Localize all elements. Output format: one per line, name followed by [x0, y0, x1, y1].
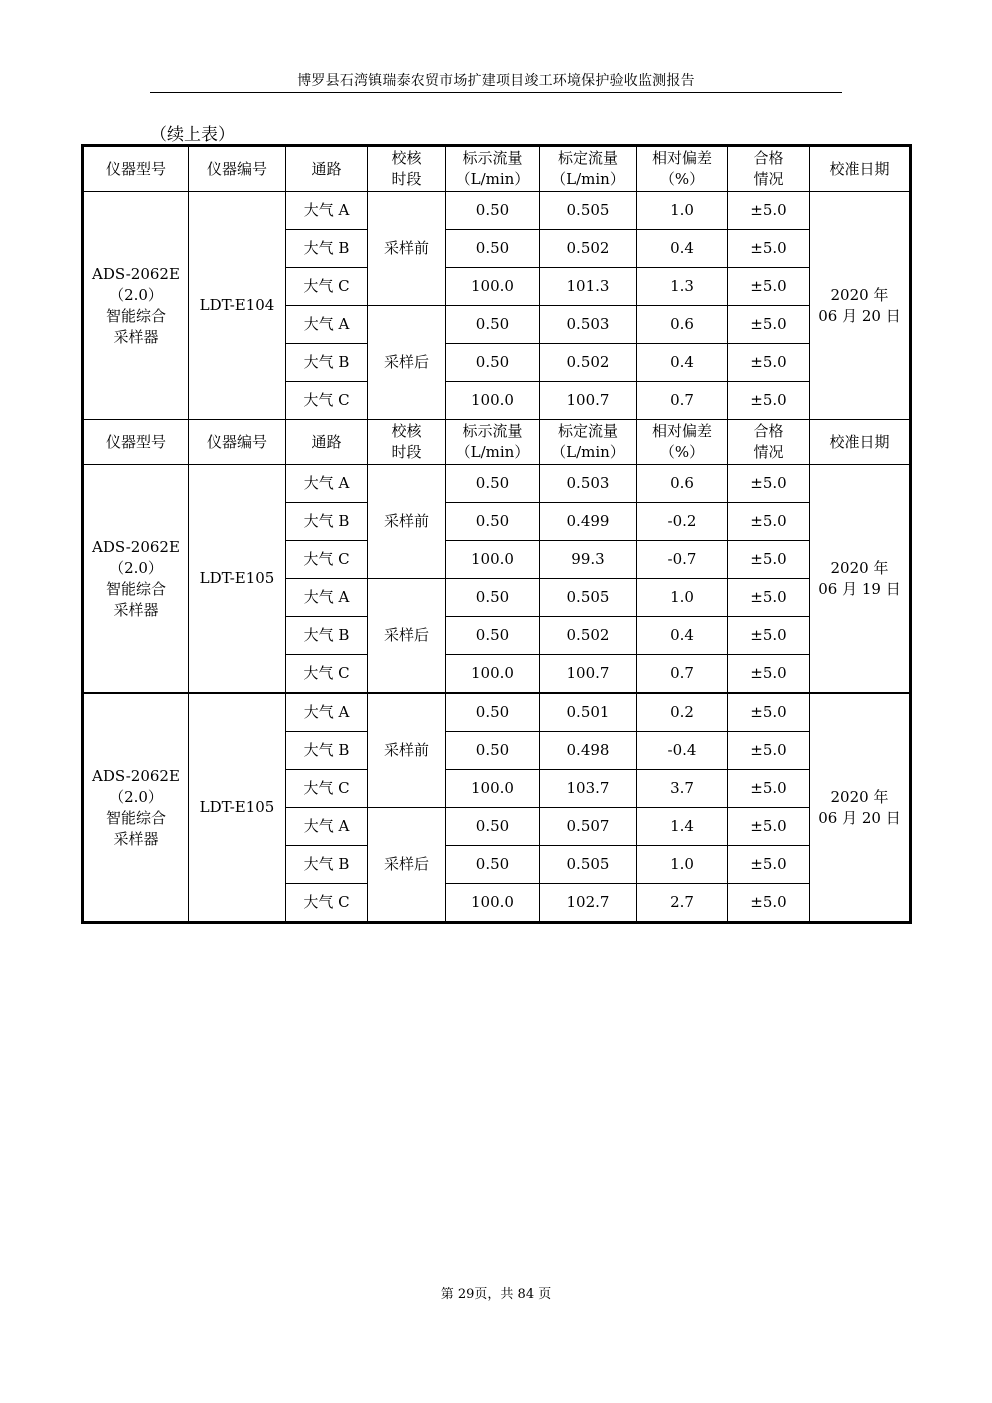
indicated-flow-cell-text: 0.50 [475, 703, 510, 721]
channel-cell-text: 大气 B [303, 239, 350, 257]
qualified-cell [728, 655, 810, 694]
col-header-calibrated [540, 147, 637, 192]
indicated-flow-cell [446, 770, 540, 808]
indicated-flow-cell-text: 0.50 [475, 353, 510, 371]
header-divider [150, 92, 842, 93]
col-header-calibrated-text: 标定流量 [557, 422, 618, 440]
calibrated-flow-cell-text: 0.502 [566, 239, 610, 257]
indicated-flow-cell [446, 192, 540, 230]
qualified-cell-text: ±5.0 [750, 588, 787, 606]
col-header-serial [189, 420, 286, 465]
qualified-cell [728, 884, 810, 922]
channel-cell [286, 503, 368, 541]
calibration-date-text: 06 月 20 日 [818, 306, 901, 325]
instrument-model-text: （2.0） [109, 558, 163, 577]
calibrated-flow-cell [540, 884, 637, 922]
deviation-cell-text: 0.4 [670, 353, 694, 371]
col-header-qualified-text: 情况 [753, 443, 784, 461]
indicated-flow-cell [446, 465, 540, 503]
channel-cell [286, 465, 368, 503]
qualified-cell-text: ±5.0 [750, 664, 787, 682]
col-header-deviation-text: （%） [659, 170, 705, 188]
indicated-flow-cell-text: 0.50 [475, 855, 510, 873]
channel-cell [286, 192, 368, 230]
calibrated-flow-cell-text: 0.502 [566, 353, 610, 371]
col-header-serial [189, 147, 286, 192]
channel-cell [286, 846, 368, 884]
channel-cell [286, 268, 368, 306]
calibrated-flow-cell-text: 0.507 [566, 817, 610, 835]
deviation-cell-text: 0.6 [670, 474, 694, 492]
col-header-model [84, 147, 189, 192]
qualified-cell [728, 382, 810, 420]
deviation-cell [637, 382, 728, 420]
deviation-cell-text: 3.7 [670, 779, 694, 797]
channel-cell [286, 732, 368, 770]
deviation-cell [637, 541, 728, 579]
qualified-cell-text: ±5.0 [750, 239, 787, 257]
calibrated-flow-cell [540, 268, 637, 306]
instrument-model-text: ADS-2062E [92, 537, 180, 556]
calibration-date-text: 2020 年 [830, 787, 889, 806]
col-header-serial-text: 仪器编号 [206, 432, 267, 451]
calibration-date [810, 192, 910, 420]
col-header-channel [286, 420, 368, 465]
qualified-cell-text: ±5.0 [750, 779, 787, 797]
col-header-date-text: 校准日期 [829, 432, 890, 451]
channel-cell-text: 大气 C [303, 893, 350, 911]
calibrated-flow-cell [540, 541, 637, 579]
deviation-cell-text: 2.7 [670, 893, 694, 911]
col-header-date [810, 147, 910, 192]
calibrated-flow-cell [540, 192, 637, 230]
indicated-flow-cell [446, 846, 540, 884]
instrument-model-text: 采样器 [113, 600, 159, 619]
period-after-text: 采样后 [383, 855, 429, 873]
indicated-flow-cell-text: 0.50 [475, 201, 510, 219]
channel-cell-text: 大气 B [303, 626, 350, 644]
col-header-channel-text: 通路 [311, 159, 342, 178]
calibrated-flow-cell-text: 0.499 [566, 512, 610, 530]
col-header-model [84, 420, 189, 465]
deviation-cell-text: 1.4 [670, 817, 694, 835]
channel-cell [286, 808, 368, 846]
deviation-cell-text: 0.4 [670, 239, 694, 257]
col-header-deviation-text: 相对偏差 [651, 422, 712, 440]
qualified-cell-text: ±5.0 [750, 277, 787, 295]
calibration-table-body [84, 147, 910, 922]
calibration-table [83, 146, 910, 922]
period-after-text: 采样后 [383, 626, 429, 644]
deviation-cell-text: -0.7 [667, 550, 697, 568]
col-header-period [368, 420, 446, 465]
indicated-flow-cell [446, 306, 540, 344]
calibrated-flow-cell [540, 503, 637, 541]
col-header-model-text: 仪器型号 [105, 159, 166, 178]
calibration-date-text: 06 月 20 日 [818, 808, 901, 827]
indicated-flow-cell [446, 268, 540, 306]
indicated-flow-cell [446, 693, 540, 732]
calibrated-flow-cell-text: 100.7 [566, 664, 610, 682]
calibrated-flow-cell-text: 102.7 [566, 893, 610, 911]
indicated-flow-cell-text: 100.0 [471, 664, 514, 682]
col-header-qualified-text: 情况 [753, 170, 784, 188]
indicated-flow-cell [446, 344, 540, 382]
channel-cell-text: 大气 B [303, 353, 350, 371]
instrument-model-text: 智能综合 [105, 306, 166, 325]
deviation-cell [637, 655, 728, 694]
channel-cell-text: 大气 C [303, 550, 350, 568]
indicated-flow-cell [446, 503, 540, 541]
deviation-cell [637, 192, 728, 230]
col-header-indicated [446, 420, 540, 465]
deviation-cell-text: 0.4 [670, 626, 694, 644]
qualified-cell [728, 732, 810, 770]
col-header-deviation-text: （%） [659, 443, 705, 461]
calibrated-flow-cell-text: 0.498 [566, 741, 610, 759]
indicated-flow-cell-text: 100.0 [471, 277, 514, 295]
deviation-cell-text: 1.0 [670, 855, 694, 873]
col-header-calibrated-text: （L/min） [551, 170, 625, 188]
indicated-flow-cell [446, 655, 540, 694]
table-header-row [84, 147, 910, 192]
period-before [368, 192, 446, 306]
qualified-cell [728, 808, 810, 846]
instrument-model-text: ADS-2062E [92, 766, 180, 785]
period-before [368, 693, 446, 808]
col-header-indicated-text: （L/min） [455, 443, 530, 461]
calibrated-flow-cell [540, 344, 637, 382]
calibrated-flow-cell [540, 617, 637, 655]
deviation-cell [637, 268, 728, 306]
channel-cell-text: 大气 A [303, 201, 350, 219]
calibrated-flow-cell-text: 103.7 [566, 779, 610, 797]
calibrated-flow-cell-text: 0.503 [566, 474, 610, 492]
deviation-cell [637, 884, 728, 922]
calibration-date-text: 2020 年 [830, 285, 889, 304]
deviation-cell-text: 1.0 [670, 588, 694, 606]
col-header-qualified [728, 420, 810, 465]
col-header-calibrated-text: （L/min） [551, 443, 625, 461]
calibration-date-text: 2020 年 [830, 558, 889, 577]
col-header-indicated-text: 标示流量 [462, 422, 523, 440]
col-header-channel [286, 147, 368, 192]
col-header-period-text: 时段 [391, 170, 422, 188]
page-footer: 第 29页，共 84 页 [440, 1287, 552, 1302]
channel-cell-text: 大气 B [303, 855, 350, 873]
indicated-flow-cell-text: 0.50 [475, 741, 510, 759]
channel-cell-text: 大气 A [303, 817, 350, 835]
deviation-cell [637, 306, 728, 344]
indicated-flow-cell-text: 100.0 [471, 550, 514, 568]
channel-cell [286, 382, 368, 420]
qualified-cell-text: ±5.0 [750, 741, 787, 759]
col-header-period-text: 校核 [391, 422, 422, 440]
col-header-indicated-text: （L/min） [455, 170, 530, 188]
period-after [368, 579, 446, 694]
indicated-flow-cell-text: 0.50 [475, 474, 510, 492]
instrument-model-text: （2.0） [109, 285, 163, 304]
channel-cell [286, 617, 368, 655]
instrument-model-text: 智能综合 [105, 808, 166, 827]
col-header-deviation [637, 420, 728, 465]
indicated-flow-cell-text: 0.50 [475, 626, 510, 644]
col-header-period-text: 时段 [391, 443, 422, 461]
calibrated-flow-cell [540, 846, 637, 884]
qualified-cell [728, 503, 810, 541]
deviation-cell-text: 0.7 [670, 391, 694, 409]
qualified-cell-text: ±5.0 [750, 893, 787, 911]
channel-cell-text: 大气 A [303, 588, 350, 606]
channel-cell-text: 大气 A [303, 703, 350, 721]
calibrated-flow-cell [540, 693, 637, 732]
qualified-cell [728, 579, 810, 617]
indicated-flow-cell [446, 579, 540, 617]
channel-cell-text: 大气 C [303, 779, 350, 797]
calibration-date [810, 693, 910, 922]
period-before-text: 采样前 [383, 512, 429, 530]
indicated-flow-cell-text: 0.50 [475, 817, 510, 835]
calibrated-flow-cell-text: 0.505 [566, 855, 610, 873]
channel-cell-text: 大气 B [303, 741, 350, 759]
instrument-model-text: 采样器 [113, 829, 159, 848]
col-header-date-text: 校准日期 [829, 159, 890, 178]
indicated-flow-cell [446, 382, 540, 420]
deviation-cell [637, 465, 728, 503]
instrument-serial [189, 465, 286, 694]
qualified-cell-text: ±5.0 [750, 391, 787, 409]
period-before [368, 465, 446, 579]
qualified-cell-text: ±5.0 [750, 353, 787, 371]
instrument-serial-text: LDT-E105 [199, 798, 275, 816]
calibrated-flow-cell-text: 0.505 [566, 588, 610, 606]
table-row [84, 465, 910, 503]
calibrated-flow-cell-text: 0.501 [566, 703, 610, 721]
calibrated-flow-cell [540, 306, 637, 344]
calibration-date-text: 06 月 19 日 [818, 579, 901, 598]
deviation-cell [637, 579, 728, 617]
channel-cell-text: 大气 C [303, 391, 350, 409]
indicated-flow-cell [446, 541, 540, 579]
instrument-serial [189, 693, 286, 922]
col-header-qualified-text: 合格 [753, 149, 784, 167]
channel-cell [286, 579, 368, 617]
indicated-flow-cell-text: 100.0 [471, 391, 514, 409]
instrument-model-text: （2.0） [109, 787, 163, 806]
indicated-flow-cell-text: 0.50 [475, 588, 510, 606]
calibrated-flow-cell [540, 732, 637, 770]
channel-cell-text: 大气 C [303, 664, 350, 682]
deviation-cell [637, 693, 728, 732]
period-before-text: 采样前 [383, 239, 429, 257]
qualified-cell [728, 693, 810, 732]
qualified-cell [728, 344, 810, 382]
period-after-text: 采样后 [383, 353, 429, 371]
table-row [84, 693, 910, 732]
qualified-cell-text: ±5.0 [750, 315, 787, 333]
calibrated-flow-cell-text: 100.7 [566, 391, 610, 409]
channel-cell [286, 230, 368, 268]
channel-cell [286, 655, 368, 694]
indicated-flow-cell [446, 732, 540, 770]
channel-cell [286, 541, 368, 579]
calibrated-flow-cell-text: 0.503 [566, 315, 610, 333]
period-before-text: 采样前 [383, 741, 429, 759]
table-row [84, 192, 910, 230]
period-after [368, 306, 446, 420]
qualified-cell [728, 192, 810, 230]
qualified-cell-text: ±5.0 [750, 817, 787, 835]
indicated-flow-cell-text: 100.0 [471, 893, 514, 911]
calibration-date [810, 465, 910, 694]
deviation-cell-text: 1.0 [670, 201, 694, 219]
calibrated-flow-cell [540, 808, 637, 846]
channel-cell [286, 693, 368, 732]
deviation-cell [637, 846, 728, 884]
indicated-flow-cell [446, 230, 540, 268]
qualified-cell [728, 770, 810, 808]
deviation-cell [637, 770, 728, 808]
continuation-label: （续上表） [150, 125, 235, 145]
channel-cell-text: 大气 C [303, 277, 350, 295]
deviation-cell-text: 1.3 [670, 277, 694, 295]
indicated-flow-cell-text: 0.50 [475, 315, 510, 333]
indicated-flow-cell-text: 0.50 [475, 239, 510, 257]
calibrated-flow-cell-text: 101.3 [566, 277, 610, 295]
channel-cell-text: 大气 A [303, 315, 350, 333]
period-after [368, 808, 446, 922]
col-header-indicated [446, 147, 540, 192]
calibrated-flow-cell [540, 465, 637, 503]
col-header-period-text: 校核 [391, 149, 422, 167]
channel-cell-text: 大气 B [303, 512, 350, 530]
qualified-cell-text: ±5.0 [750, 201, 787, 219]
deviation-cell [637, 230, 728, 268]
deviation-cell [637, 344, 728, 382]
deviation-cell-text: 0.2 [670, 703, 694, 721]
calibrated-flow-cell-text: 0.505 [566, 201, 610, 219]
col-header-model-text: 仪器型号 [105, 432, 166, 451]
channel-cell-text: 大气 A [303, 474, 350, 492]
col-header-calibrated [540, 420, 637, 465]
qualified-cell [728, 268, 810, 306]
col-header-serial-text: 仪器编号 [206, 159, 267, 178]
report-header-title: 博罗县石湾镇瑞泰农贸市场扩建项目竣工环境保护验收监测报告 [297, 73, 695, 89]
qualified-cell-text: ±5.0 [750, 512, 787, 530]
col-header-date [810, 420, 910, 465]
indicated-flow-cell-text: 0.50 [475, 512, 510, 530]
calibrated-flow-cell [540, 579, 637, 617]
instrument-model-text: ADS-2062E [92, 264, 180, 283]
deviation-cell [637, 732, 728, 770]
instrument-model [84, 693, 189, 922]
qualified-cell-text: ±5.0 [750, 550, 787, 568]
col-header-indicated-text: 标示流量 [462, 149, 523, 167]
instrument-serial-text: LDT-E105 [199, 569, 275, 587]
qualified-cell [728, 230, 810, 268]
calibrated-flow-cell-text: 99.3 [571, 550, 605, 568]
col-header-calibrated-text: 标定流量 [557, 149, 618, 167]
calibrated-flow-cell [540, 655, 637, 694]
qualified-cell-text: ±5.0 [750, 474, 787, 492]
deviation-cell [637, 808, 728, 846]
col-header-deviation [637, 147, 728, 192]
channel-cell [286, 884, 368, 922]
qualified-cell [728, 306, 810, 344]
col-header-qualified-text: 合格 [753, 422, 784, 440]
deviation-cell [637, 617, 728, 655]
channel-cell [286, 344, 368, 382]
instrument-model [84, 192, 189, 420]
instrument-model-text: 采样器 [113, 327, 159, 346]
qualified-cell [728, 617, 810, 655]
qualified-cell-text: ±5.0 [750, 855, 787, 873]
qualified-cell-text: ±5.0 [750, 703, 787, 721]
qualified-cell [728, 846, 810, 884]
table-header-row [84, 420, 910, 465]
calibrated-flow-cell [540, 770, 637, 808]
channel-cell [286, 306, 368, 344]
instrument-serial-text: LDT-E104 [199, 296, 275, 314]
col-header-period [368, 147, 446, 192]
deviation-cell [637, 503, 728, 541]
col-header-qualified [728, 147, 810, 192]
indicated-flow-cell-text: 100.0 [471, 779, 514, 797]
instrument-model-text: 智能综合 [105, 579, 166, 598]
qualified-cell [728, 465, 810, 503]
indicated-flow-cell [446, 617, 540, 655]
qualified-cell-text: ±5.0 [750, 626, 787, 644]
deviation-cell-text: 0.6 [670, 315, 694, 333]
col-header-deviation-text: 相对偏差 [651, 149, 712, 167]
instrument-serial [189, 192, 286, 420]
indicated-flow-cell [446, 808, 540, 846]
col-header-channel-text: 通路 [311, 432, 342, 451]
calibrated-flow-cell [540, 382, 637, 420]
calibrated-flow-cell [540, 230, 637, 268]
instrument-model [84, 465, 189, 694]
deviation-cell-text: 0.7 [670, 664, 694, 682]
qualified-cell [728, 541, 810, 579]
deviation-cell-text: -0.4 [667, 741, 697, 759]
indicated-flow-cell [446, 884, 540, 922]
deviation-cell-text: -0.2 [667, 512, 697, 530]
calibrated-flow-cell-text: 0.502 [566, 626, 610, 644]
channel-cell [286, 770, 368, 808]
